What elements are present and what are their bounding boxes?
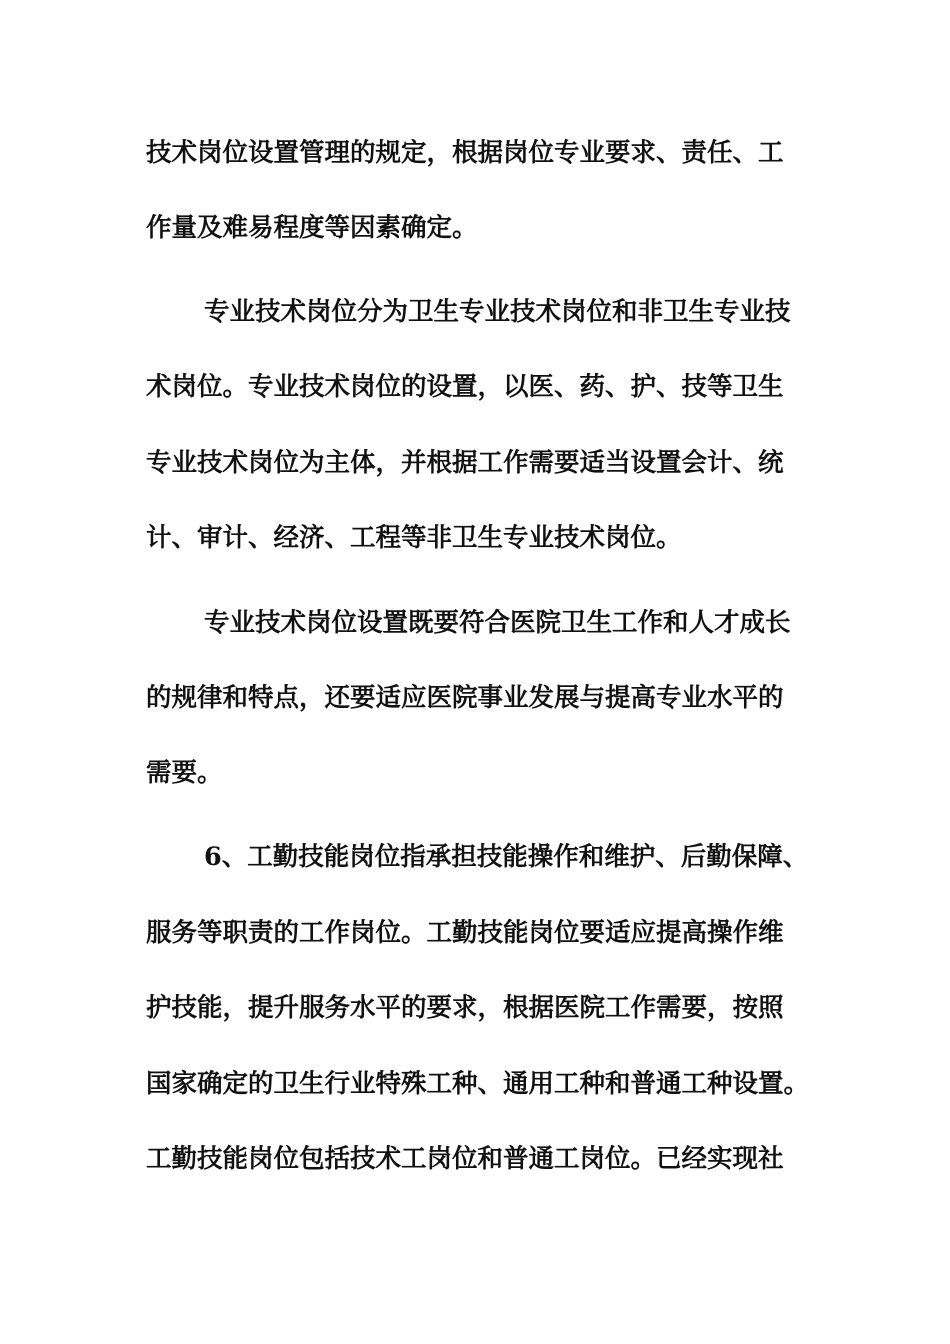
paragraph-first-line: 专业技术岗位分为卫生专业技术岗位和非卫生专业技 xyxy=(204,297,791,327)
text-line: 服务等职责的工作岗位。工勤技能岗位要适应提高操作维 xyxy=(146,918,784,948)
text-line: 专业技术岗位为主体，并根据工作需要适当设置会计、统 xyxy=(146,448,784,478)
text-line: 需要。 xyxy=(146,758,223,788)
text-line: 计、审计、经济、工程等非卫生专业技术岗位。 xyxy=(146,523,682,553)
text-line: 技术岗位设置管理的规定，根据岗位专业要求、责任、工 xyxy=(146,138,784,168)
text-line: 工勤技能岗位包括技术工岗位和普通工岗位。已经实现社 xyxy=(146,1144,784,1174)
text-line: 的规律和特点，还要适应医院事业发展与提高专业水平的 xyxy=(146,683,784,713)
paragraph-first-line: 6、工勤技能岗位指承担技能操作和维护、后勤保障、 xyxy=(204,842,809,872)
text-line: 国家确定的卫生行业特殊工种、通用工种和普通工种设置。 xyxy=(146,1069,810,1099)
text-line: 术岗位。专业技术岗位的设置，以医、药、护、技等卫生 xyxy=(146,372,784,402)
text-line: 作量及难易程度等因素确定。 xyxy=(146,213,478,243)
text-line: 护技能，提升服务水平的要求，根据医院工作需要，按照 xyxy=(146,993,784,1023)
paragraph-first-line: 专业技术岗位设置既要符合医院卫生工作和人才成长 xyxy=(204,608,791,638)
